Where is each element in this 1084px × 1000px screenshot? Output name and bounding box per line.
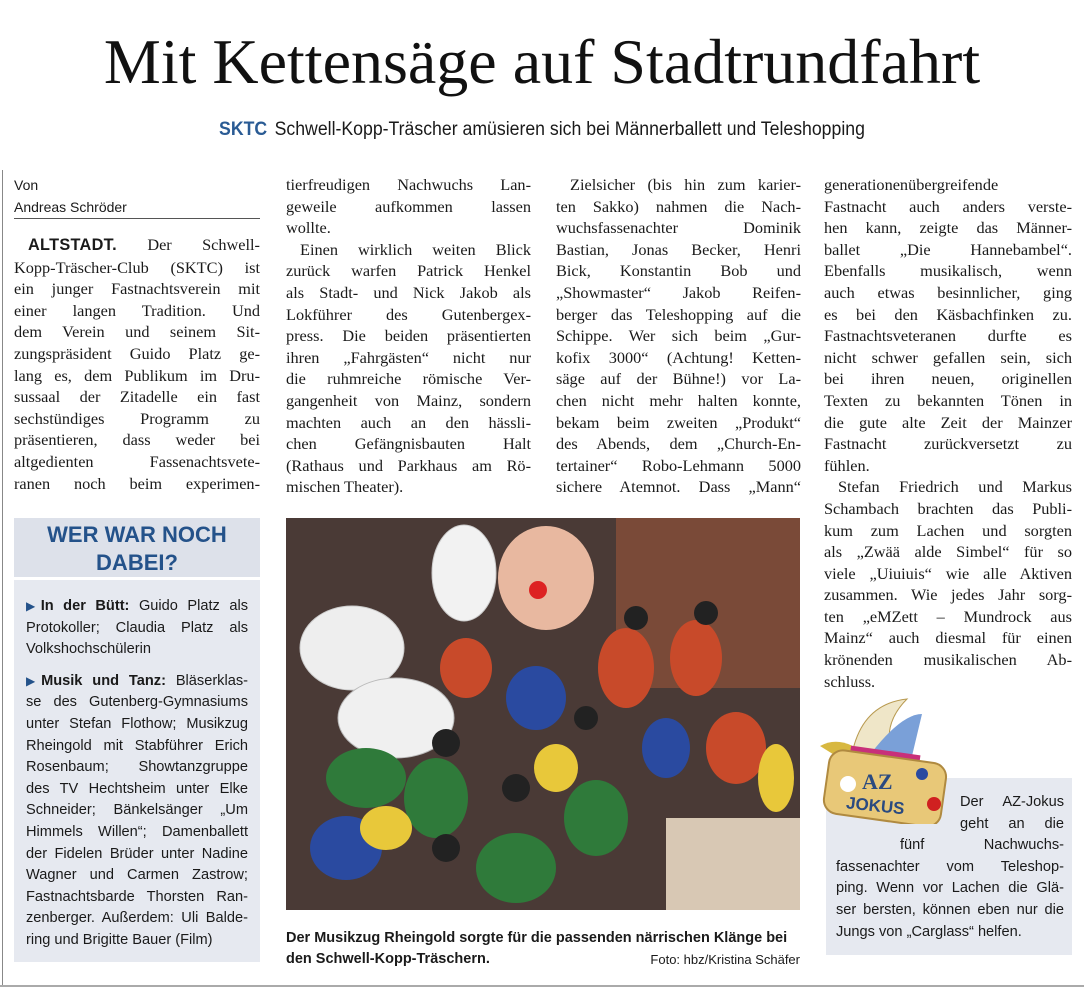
svg-text:JOKUS: JOKUS (845, 793, 906, 819)
text-line (824, 498, 1072, 520)
column-divider (2, 170, 3, 985)
text-line (14, 451, 260, 473)
text-line (556, 196, 801, 218)
line-text: bekam beim zweiten „Produkt“ (556, 412, 801, 432)
line-text: Texten zu bekannten Tönen in (824, 390, 1072, 410)
line-text: Fastnachtsveteranen durfte es (824, 326, 1072, 346)
subheadline (38, 116, 1046, 144)
text-line (14, 386, 260, 408)
line-text: es bei den Käsbachfinken zu. (824, 304, 1072, 324)
text-line (556, 282, 801, 304)
line-text: Fastnachtsbarde Thorsten Ran- (26, 888, 248, 905)
text-line (14, 408, 260, 430)
text-line (26, 736, 248, 758)
jokus-text (836, 792, 1064, 943)
text-line (14, 321, 260, 343)
text-line (824, 304, 1072, 326)
text-line (14, 365, 260, 387)
line-text: Wagner und Carmen Zastrow; (26, 867, 248, 884)
text-line (824, 174, 1072, 196)
paragraph (286, 174, 531, 239)
line-text: Mainz“ auch diesmal für einen (824, 628, 1072, 648)
line-text: des TV Hechtsheim unter Elke (26, 780, 248, 797)
line-text: (Rathaus und Parkhaus am Rö- (286, 455, 531, 475)
triangle-right-icon: ▶ (26, 599, 41, 613)
line-text: präsentieren, dass weder bei (14, 430, 260, 450)
paragraph (286, 239, 531, 498)
text-line (14, 234, 260, 257)
article-column-4 (824, 174, 1072, 692)
text-line (824, 627, 1072, 649)
text-line (824, 260, 1072, 282)
photo-caption (286, 928, 800, 970)
byline (14, 174, 260, 218)
line-text: Stefan Friedrich und Markus (838, 477, 1072, 497)
line-text: press. Die beiden präsentierten (286, 326, 531, 346)
sidebar-item-label: In der Bütt: (40, 598, 130, 614)
text-line (26, 596, 248, 618)
line-text: die gute alte Zeit der Mainzer (824, 412, 1072, 432)
paragraph (824, 476, 1072, 692)
text-line (824, 282, 1072, 304)
line-text: Fastnacht auch anders verste- (824, 196, 1072, 216)
line-text: Lokführer des Gutenbergex- (286, 304, 531, 324)
line-text: se des Gutenberg-Gymnasiums (26, 694, 248, 711)
line-text: krönenden musikalischen Ab- (824, 650, 1072, 670)
text-line (824, 239, 1072, 261)
line-text: zenberger. Außerdem: Uli Balde- (26, 910, 248, 927)
text-line (286, 325, 531, 347)
line-text: Himmels Willen“; Damenballett (26, 823, 248, 840)
caption-text: Der Musikzug Rheingold sorgte für die passenden närrischen Klänge bei den Schwell-Kopp-Träschern. (286, 930, 788, 967)
text-line (26, 800, 248, 822)
text-line (14, 473, 260, 495)
line-text: kum zum Lachen und sorgten (824, 520, 1072, 540)
text-line: fünf Nachwuchs- (900, 837, 1064, 854)
text-line (824, 368, 1072, 390)
headline: Mit Kettensäge auf Stadtrundfahrt (103, 26, 981, 97)
sidebar-title-text: WER WAR NOCH DABEI? (47, 522, 227, 575)
text-line (824, 455, 1072, 477)
line-text: Schambach brachten das Publi- (824, 498, 1072, 518)
text-line (286, 476, 531, 498)
line-text: ranen noch beim experimen- (14, 473, 260, 493)
text-line (14, 429, 260, 451)
line-text: Ebenfalls musikalisch, wenn (824, 261, 1072, 281)
line-text: sechstündiges Programm zu (14, 408, 260, 428)
text-line (26, 692, 248, 714)
photo-credit: Foto: hbz/Kristina Schäfer (650, 952, 800, 967)
line-text: tierfreudigen Nachwuchs Lan- (286, 175, 531, 194)
line-text: Protokoller; Claudia Platz als (26, 619, 248, 636)
line-text: Rosenbaum; Showtanzgruppe (26, 759, 248, 776)
paragraph (556, 174, 801, 498)
text-line (556, 174, 801, 196)
line-text: mischen Theater). (286, 477, 404, 497)
line-text: ten Sakko) nahmen die Nach- (556, 196, 801, 216)
line-text: altgedienten Fassenachtsvete- (14, 451, 260, 471)
line-text: Bläserklas- (175, 672, 248, 689)
triangle-right-icon: ▶ (26, 673, 42, 688)
article-photo (286, 518, 800, 910)
text-line (824, 217, 1072, 239)
sidebar-item (26, 596, 248, 661)
line-text: sichere Atemnot. Dass „Mann“ (556, 477, 801, 497)
text-line (556, 368, 801, 390)
line-text: als Stadt- und Nick Jakob als (286, 282, 531, 302)
text-line (14, 278, 260, 300)
text-line (286, 368, 531, 390)
dateline: ALTSTADT. (28, 236, 117, 254)
text-line (824, 196, 1072, 218)
text-line (824, 584, 1072, 606)
byline-author: Andreas Schröder (14, 199, 127, 215)
line-text: Zielsicher (bis hin zum karier- (570, 175, 801, 194)
line-text: wollte. (286, 218, 331, 238)
line-text: der Fidelen Brüder unter Nadine (26, 845, 248, 862)
bottom-rule (0, 985, 1084, 987)
line-text: Bastian, Jonas Becker, Henri (556, 239, 801, 259)
text-line (824, 649, 1072, 671)
line-text: zusammen. Wie jedes Jahr sorg- (824, 585, 1072, 605)
text-line (26, 908, 248, 930)
line-text: Der Schwell- (147, 235, 260, 254)
line-text: machten auch an den hässli- (286, 412, 531, 432)
line-text: Schneider; Bänkelsänger „Um (26, 802, 248, 819)
text-line (824, 325, 1072, 347)
text-line (286, 390, 531, 412)
text-line (824, 520, 1072, 542)
text-line (556, 390, 801, 412)
line-text: Guido Platz als (138, 598, 248, 614)
text-line (26, 618, 248, 640)
text-line (824, 476, 1072, 498)
line-text: gangenheit von Mainz, sondern (286, 390, 531, 410)
text-line (824, 563, 1072, 585)
line-text: auch etwas besinnlicher, ging (824, 282, 1072, 302)
text-line: geht an die (960, 815, 1064, 832)
sidebar-item (26, 671, 248, 952)
text-line (26, 887, 248, 909)
text-line (556, 412, 801, 434)
text-line: Jungs von „Carglass“ helfen. (836, 923, 1022, 940)
line-text: ein junger Fastnachtsverein mit (14, 279, 260, 299)
line-text: hen kann, zeigte das Männer- (824, 218, 1072, 238)
text-line (286, 433, 531, 455)
text-line (824, 671, 1072, 693)
paragraph (14, 234, 260, 494)
line-text: einer langen Tradition. Und (14, 300, 260, 320)
byline-prefix: Von (14, 177, 39, 193)
text-line (286, 260, 531, 282)
text-line (556, 433, 801, 455)
line-text: generationenübergreifende (824, 175, 999, 194)
text-line (286, 239, 531, 261)
article-column-3 (556, 174, 801, 498)
text-line (14, 257, 260, 279)
text-line (556, 476, 801, 498)
line-text: unter Stefan Flothow; Musikzug (26, 715, 248, 732)
text-line (824, 347, 1072, 369)
line-text: Schippe. Wer sich beim „Gur- (556, 326, 801, 346)
line-text: des Abends, dem „Church-En- (556, 434, 801, 454)
line-text: ballet „Die Hannebambel“. (824, 239, 1072, 259)
text-line (286, 412, 531, 434)
text-line (286, 174, 531, 196)
text-line (286, 304, 531, 326)
line-text: tertainer“ Robo-Lehmann 5000 (556, 455, 801, 475)
line-text: lang es, dem Publikum im Dru- (14, 365, 260, 385)
line-text: ihren „Fahrgästen“ nicht nur (286, 347, 531, 367)
svg-text:AZ: AZ (862, 769, 893, 794)
text-line: Der AZ-Jokus (960, 794, 1064, 810)
text-line (26, 930, 248, 952)
line-text: sussaal der Zitadelle ein fast (14, 387, 260, 407)
line-text: Rheingold mit Stabführer Erich (26, 737, 248, 754)
line-text: säge auf der Bühne!) vor La- (556, 369, 801, 389)
text-line (824, 412, 1072, 434)
text-line (14, 300, 260, 322)
text-line: fassenachter vom Teleshop- (836, 858, 1064, 875)
line-text: als „Zwää alde Simbel“ für so (824, 542, 1072, 562)
line-text: nicht schwer gefallen sein, sich (824, 347, 1072, 367)
line-text: Einen wirklich weiten Blick (300, 239, 531, 259)
text-line (14, 343, 260, 365)
text-line (286, 347, 531, 369)
text-line (286, 282, 531, 304)
photo-illustration (286, 518, 800, 910)
line-text: ring und Brigitte Bauer (Film) (26, 931, 213, 948)
line-text: chen nicht mehr halten konnte, (556, 390, 801, 410)
text-line: ser bersten, können eben nur die (836, 901, 1064, 918)
line-text: zungspräsident Guido Platz ge- (14, 343, 260, 363)
text-line (286, 196, 531, 218)
line-text: dem Verein und seinem Sit- (14, 322, 260, 342)
line-text: bei ihren neuen, originellen (824, 369, 1072, 389)
article-column-2 (286, 174, 531, 498)
text-line (824, 606, 1072, 628)
article-column-1 (14, 234, 260, 494)
line-text: Volkshochschülerin (26, 641, 151, 658)
line-text: „Showmaster“ Jakob Reifen- (556, 282, 801, 302)
line-text: chen Gefängnisbauten Halt (286, 434, 531, 454)
line-text: Kopp-Träscher-Club (SKTC) ist (14, 257, 260, 277)
line-text: fühlen. (824, 455, 870, 475)
line-text: viele „Uiuiuis“ wie alle Aktiven (824, 563, 1072, 583)
text-line (26, 671, 248, 693)
paragraph (824, 174, 1072, 476)
text-line (26, 865, 248, 887)
sidebar-title (14, 518, 260, 577)
text-line (26, 639, 248, 661)
text-line (824, 390, 1072, 412)
line-text: Bick, Konstantin Bob und (556, 261, 801, 281)
text-line (26, 714, 248, 736)
line-text: wuchsfassenachter Dominik (556, 218, 801, 238)
text-line (556, 455, 801, 477)
line-text: geweile aufkommen lassen (286, 196, 531, 216)
text-line (556, 239, 801, 261)
text-line (556, 347, 801, 369)
line-text: Fastnacht zurückversetzt zu (824, 434, 1072, 454)
text-line (26, 757, 248, 779)
text-line (824, 541, 1072, 563)
text-line (824, 433, 1072, 455)
text-line (26, 779, 248, 801)
line-text: kofix 3000“ (Achtung! Ketten- (556, 347, 801, 367)
kicker: SKTC (219, 119, 268, 140)
text-line (556, 325, 801, 347)
line-text: berger das Teleshopping auf die (556, 304, 801, 324)
text-line: ping. Wenn vor Lachen die Glä- (836, 880, 1064, 897)
text-line (556, 260, 801, 282)
line-text: schluss. (824, 671, 876, 691)
sidebar-item-label: Musik und Tanz: (41, 672, 166, 689)
byline-rule (14, 218, 260, 219)
text-line (26, 822, 248, 844)
text-line (556, 304, 801, 326)
line-text: ten „eMZett – Mundrock aus (824, 606, 1072, 626)
text-line (556, 217, 801, 239)
text-line (26, 844, 248, 866)
line-text: zurück warfen Patrick Henkel (286, 261, 531, 281)
sidebar-list (26, 596, 248, 962)
text-line (286, 217, 531, 239)
line-text: die ruhmreiche römische Ver- (286, 369, 531, 389)
subheadline-text: Schwell-Kopp-Träscher amüsieren sich bei Männerballett und Teleshopping (274, 119, 865, 140)
text-line (286, 455, 531, 477)
